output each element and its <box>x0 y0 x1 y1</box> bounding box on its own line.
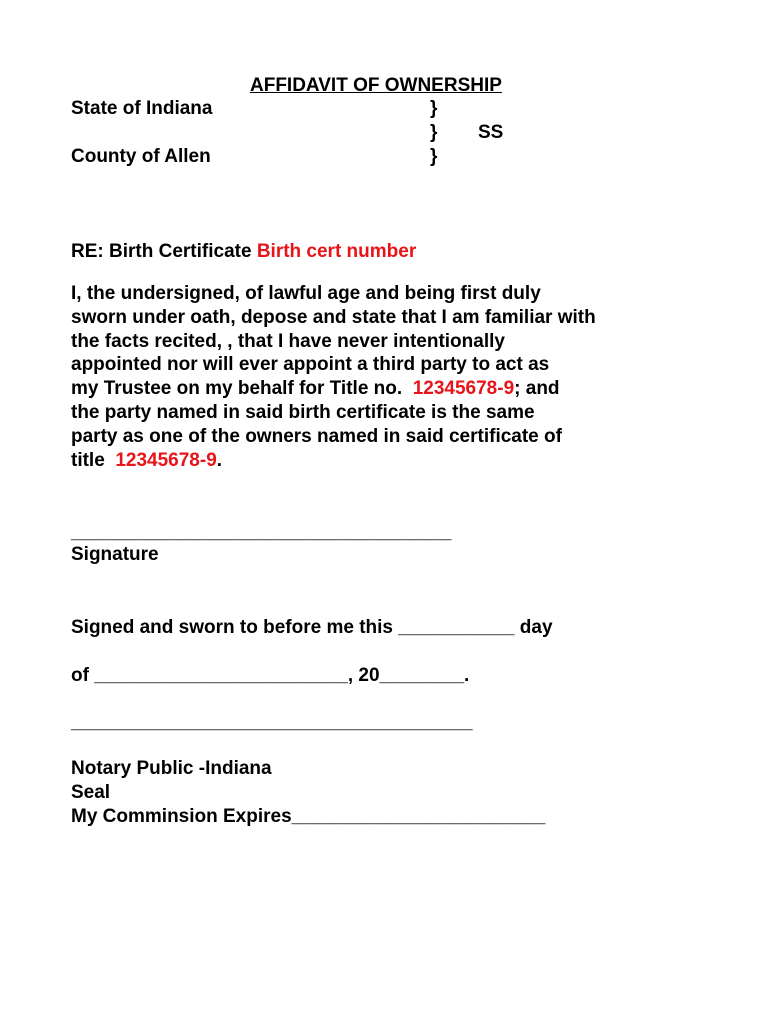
signature-rule: ____________________________________ <box>71 522 452 543</box>
commission-line: My Comminsion Expires________________________ <box>71 806 546 827</box>
date-line: of ________________________, 20________. <box>71 665 470 686</box>
body-line-1: I, the undersigned, of lawful age and being first duly <box>71 283 541 304</box>
state-line: State of Indiana <box>71 98 213 119</box>
notary-label: Notary Public -Indiana <box>71 758 272 779</box>
title-number: 12345678-9 <box>412 378 515 399</box>
county-line: County of Allen <box>71 146 211 167</box>
title-prefix: title <box>71 450 116 471</box>
body-line-trustee <box>71 378 560 400</box>
body-line-4: appointed nor will ever appoint a third party to act as <box>71 354 550 375</box>
venue-brace-middle: } <box>430 122 438 143</box>
birth-cert-number: Birth cert number <box>256 241 417 262</box>
document-title: AFFIDAVIT OF OWNERSHIP <box>250 75 502 96</box>
trustee-suffix: ; and <box>514 378 560 399</box>
body-line-3: the facts recited, , that I have never intentionally <box>71 331 505 352</box>
notary-rule: ______________________________________ <box>71 712 473 733</box>
re-prefix: RE: Birth Certificate <box>71 241 257 262</box>
ss-label: SS <box>478 122 504 143</box>
trustee-prefix: my Trustee on my behalf for Title no. <box>71 378 413 399</box>
body-line-2: sworn under oath, depose and state that I am familiar with <box>71 307 596 328</box>
venue-brace-top: } <box>430 98 438 119</box>
sworn-line: Signed and sworn to before me this ___________ day <box>71 617 553 638</box>
venue-brace-bottom: } <box>430 146 438 167</box>
body-line-6: the party named in said birth certificate is the same <box>71 402 535 423</box>
title-suffix: . <box>216 450 223 471</box>
body-line-title <box>71 450 222 472</box>
title-number-2: 12345678-9 <box>115 450 217 471</box>
seal-label: Seal <box>71 782 111 803</box>
body-line-7: party as one of the owners named in said certificate of <box>71 426 562 447</box>
signature-label: Signature <box>71 544 159 565</box>
re-line <box>71 241 416 263</box>
